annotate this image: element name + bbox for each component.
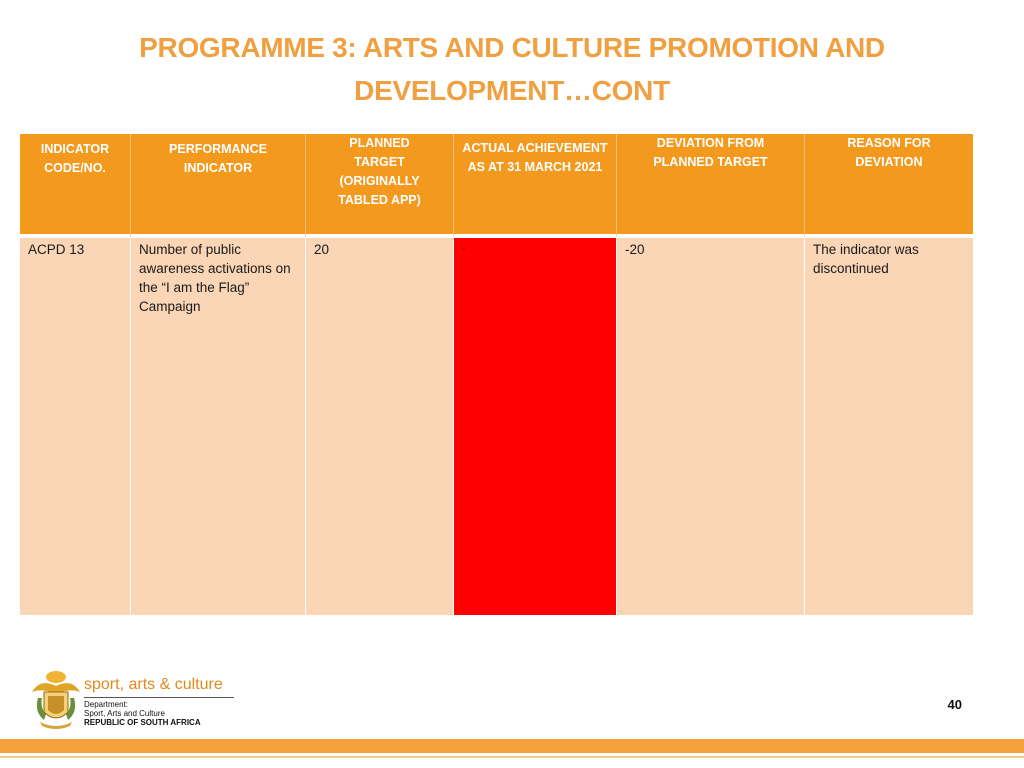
cell-indicator-code: ACPD 13 [20, 238, 131, 615]
brand-divider [84, 697, 234, 698]
slide-title [60, 26, 964, 112]
performance-table [20, 134, 973, 615]
slide-title-line-1: PROGRAMME 3: ARTS AND CULTURE PROMOTION AND [139, 32, 885, 63]
department-label: Department: [84, 700, 129, 709]
coat-of-arms-icon [32, 671, 80, 729]
table-header-row [20, 134, 973, 238]
footer-accent-line [0, 756, 1024, 758]
header-performance-indicator: PERFORMANCE INDICATOR [131, 134, 306, 238]
footer-bar [0, 739, 1024, 753]
cell-planned-target: 20 [306, 238, 454, 615]
department-name: Sport, Arts and Culture [84, 709, 165, 718]
cell-deviation: -20 [617, 238, 805, 615]
cell-performance-indicator: Number of public awareness activations on the “I am the Flag” Campaign [131, 238, 306, 615]
header-deviation: DEVIATION FROM PLANNED TARGET [617, 134, 805, 238]
header-actual-achievement: ACTUAL ACHIEVEMENT AS AT 31 MARCH 2021 [454, 134, 617, 238]
header-planned-target: PLANNED TARGET (ORIGINALLY TABLED APP) [306, 134, 454, 238]
country-name: REPUBLIC OF SOUTH AFRICA [84, 718, 201, 727]
header-indicator-code: INDICATOR CODE/NO. [20, 134, 131, 238]
cell-actual-achievement: - [454, 238, 617, 615]
brand-name: sport, arts & culture [84, 676, 223, 693]
cell-reason: The indicator was discontinued [805, 238, 973, 615]
table-row [20, 238, 973, 615]
header-reason: REASON FOR DEVIATION [805, 134, 973, 238]
page-number: 40 [947, 697, 962, 712]
slide-title-line-2: DEVELOPMENT…CONT [354, 75, 670, 106]
department-block [84, 700, 201, 727]
